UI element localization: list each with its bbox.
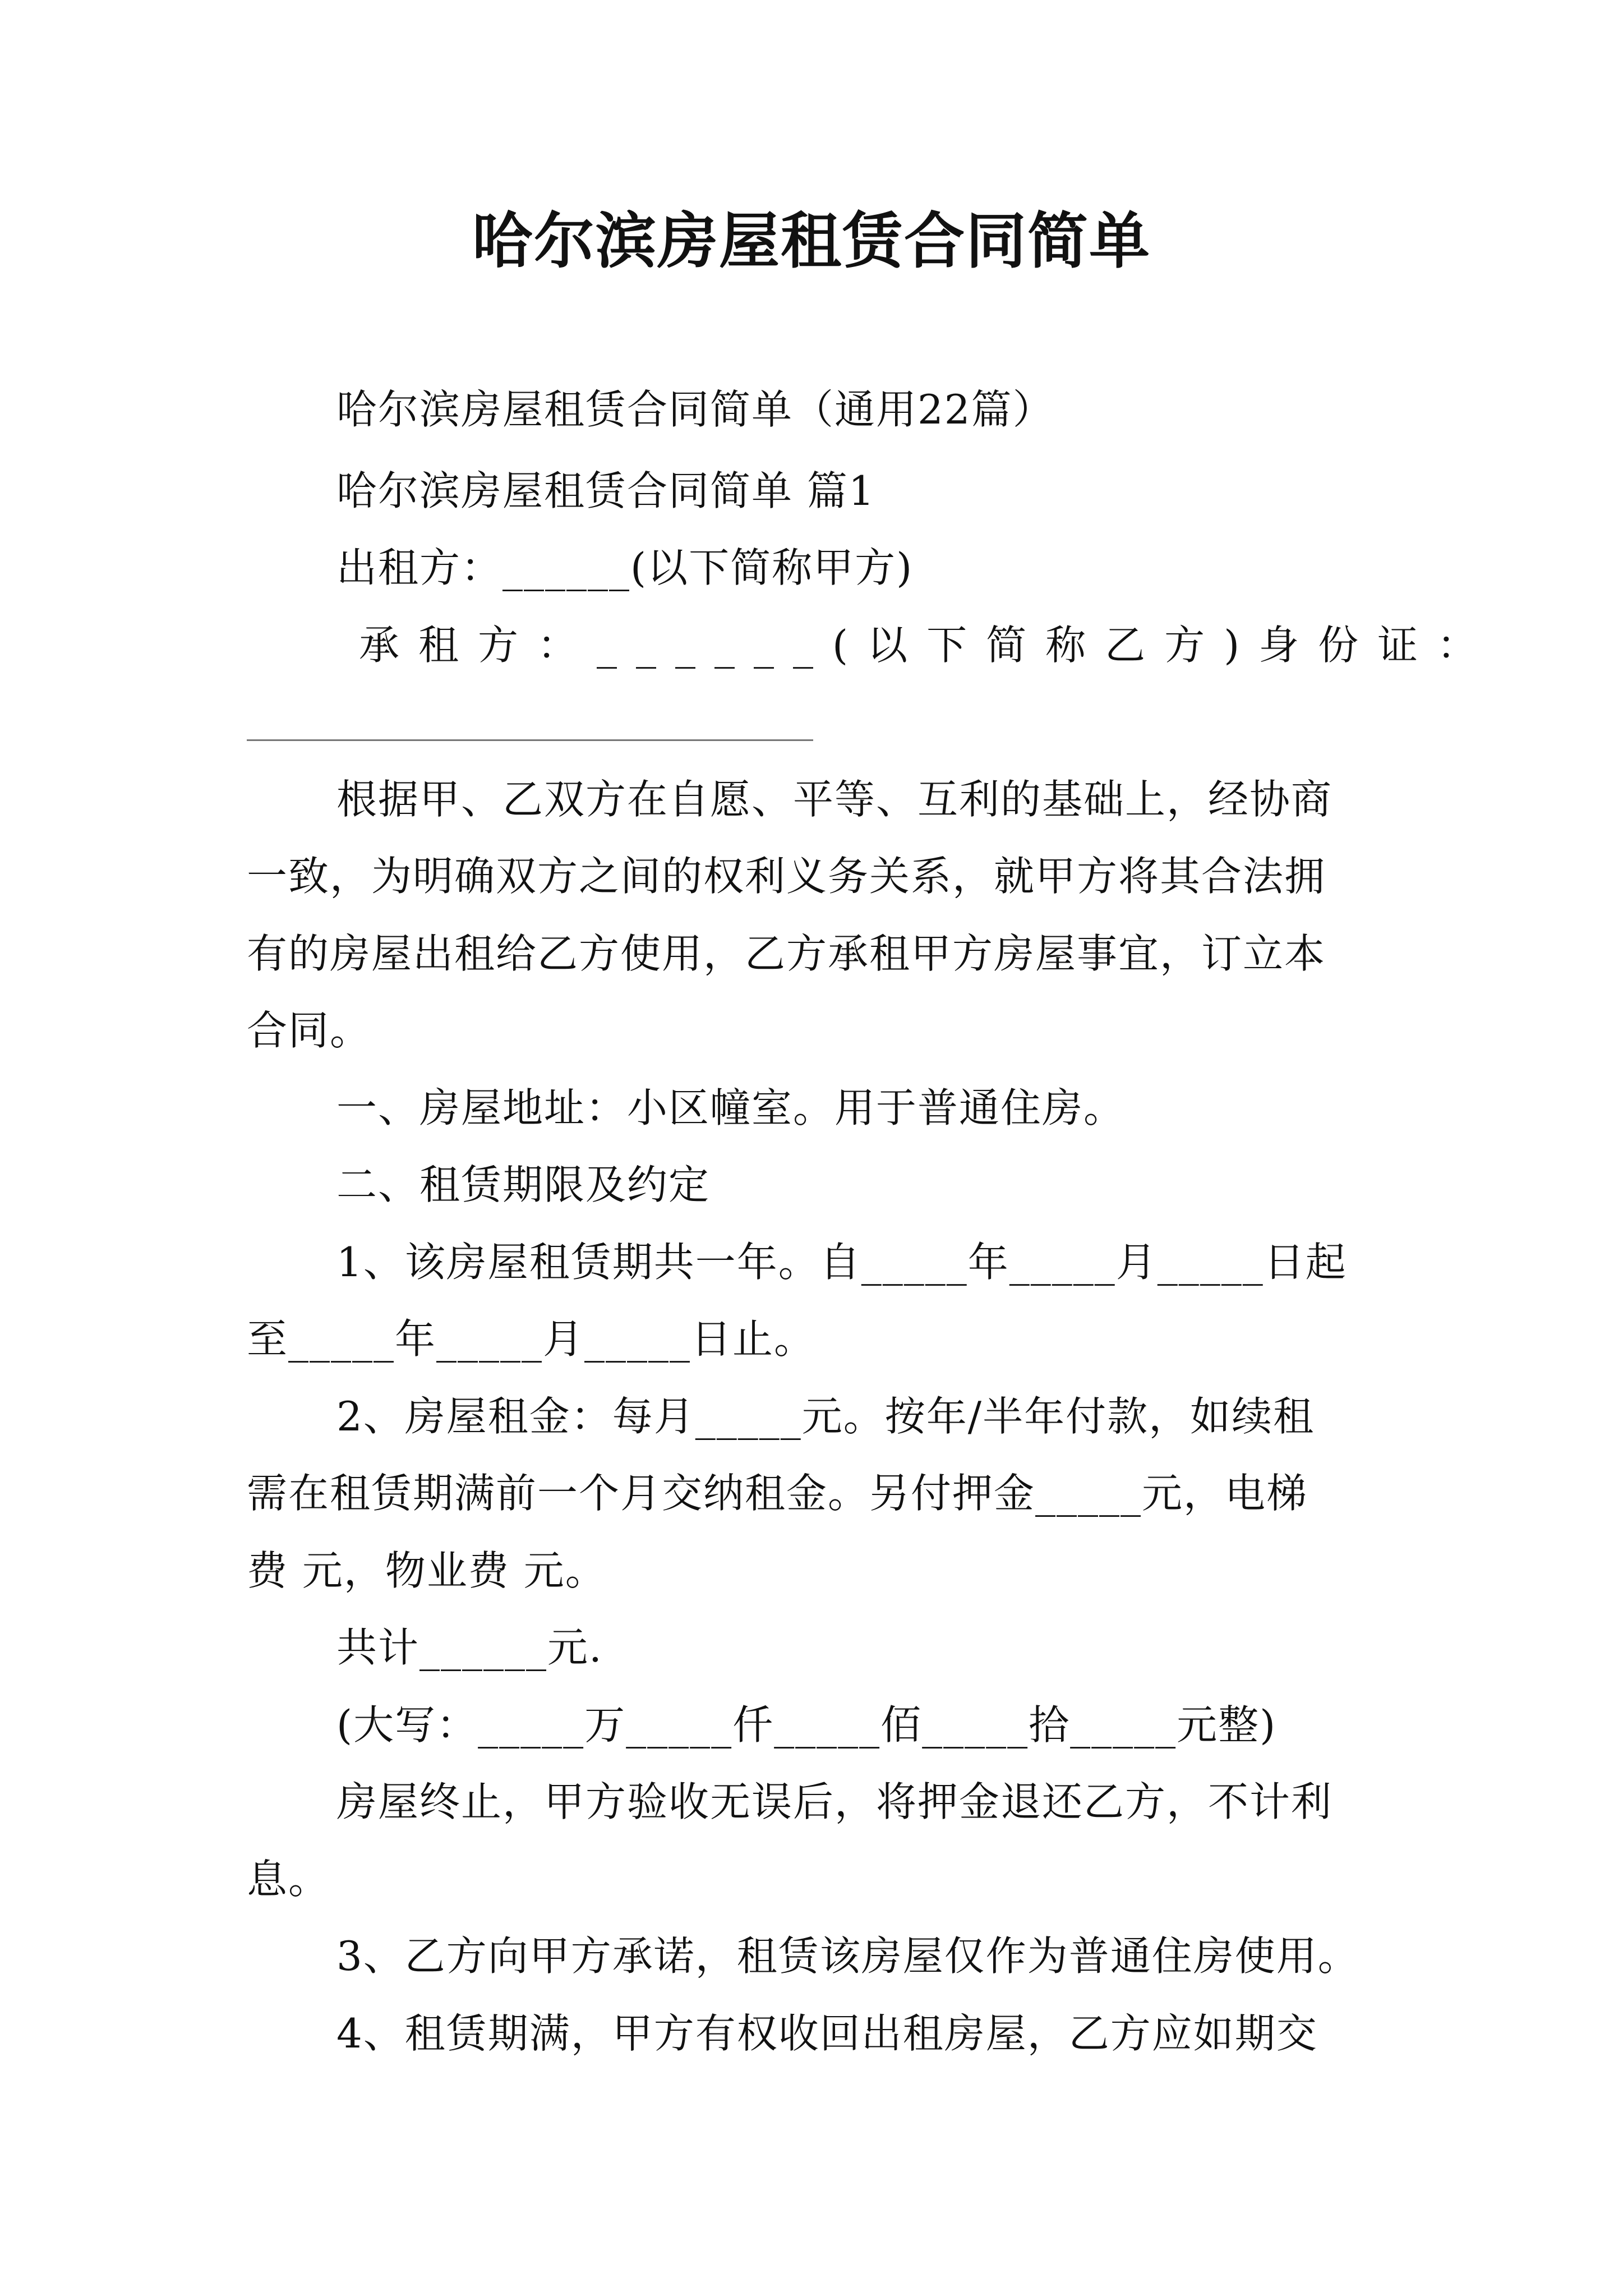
paragraph-line: 合同。 — [247, 1007, 372, 1054]
document-subtitle: 哈尔滨房屋租赁合同简单（通用22篇） — [336, 386, 1054, 433]
paragraph-line: 有的房屋出租给乙方使用，乙方承租甲方房屋事宜，订立本 — [247, 930, 1326, 977]
clause-address: 一、房屋地址：小区幢室。用于普通住房。 — [336, 1084, 1126, 1131]
paragraph-line: 一致，为明确双方之间的权利义务关系，就甲方将其合法拥 — [247, 853, 1326, 900]
section-heading: 哈尔滨房屋租赁合同简单 篇1 — [336, 467, 875, 514]
clause-rent-cont: 需在租赁期满前一个月交纳租金。另付押金_____元，电梯 — [247, 1470, 1308, 1517]
clause-usage: 3、乙方向甲方承诺，租赁该房屋仅作为普通住房使用。 — [336, 1932, 1359, 1980]
clause-heading: 二、租赁期限及约定 — [336, 1161, 711, 1208]
deposit-return-cont: 息。 — [247, 1856, 330, 1903]
clause-rent-cont: 费 元，物业费 元。 — [247, 1547, 607, 1594]
lessee-line: 承租方：______(以下简称乙方)身份证： — [359, 622, 1497, 669]
total-in-words-line: (大写：_____万_____仟_____佰_____拾_____元整) — [336, 1701, 1277, 1749]
clause-rent: 2、房屋租金：每月_____元。按年/半年付款，如续租 — [336, 1393, 1315, 1440]
paragraph-line: 根据甲、乙双方在自愿、平等、互利的基础上，经协商 — [336, 776, 1333, 823]
clause-term-cont: 至_____年_____月_____日止。 — [247, 1315, 816, 1363]
lessor-line: 出租方：______(以下简称甲方) — [336, 544, 914, 591]
id-number-blank — [247, 739, 813, 741]
total-line: 共计______元. — [336, 1624, 603, 1671]
clause-expiry: 4、租赁期满，甲方有权收回出租房屋，乙方应如期交 — [336, 2010, 1318, 2057]
deposit-return-line: 房屋终止，甲方验收无误后，将押金退还乙方，不计利 — [336, 1778, 1333, 1825]
document-title: 哈尔滨房屋租赁合同简单 — [472, 206, 1151, 277]
clause-term: 1、该房屋租赁期共一年。自_____年_____月_____日起 — [336, 1239, 1347, 1286]
